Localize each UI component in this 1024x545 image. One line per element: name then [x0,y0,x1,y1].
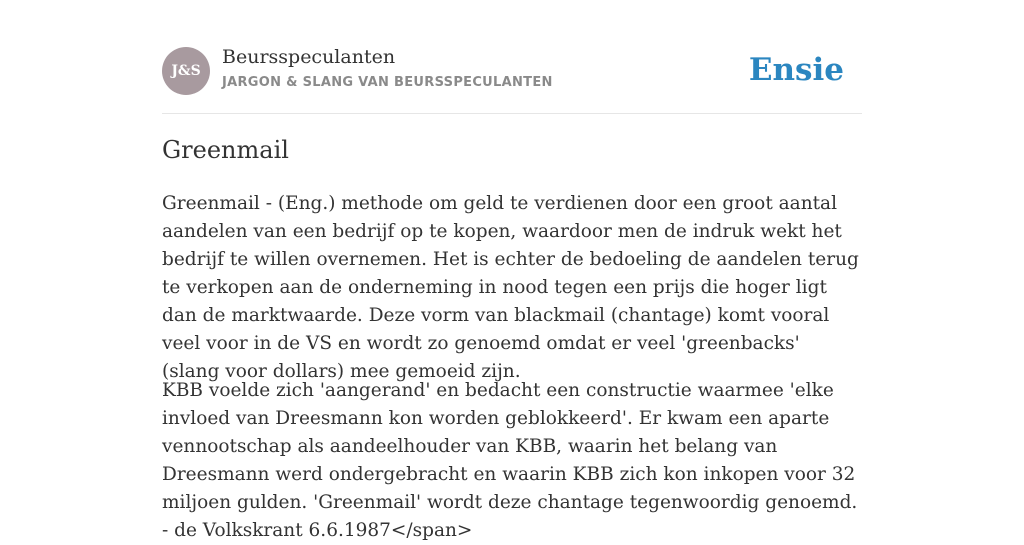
avatar[interactable]: J&S [162,47,210,95]
ensie-logo-link[interactable]: Ensie [748,52,844,88]
site-header [162,0,862,114]
site-name[interactable]: Beursspeculanten [222,46,396,68]
entry-title: Greenmail [162,136,289,164]
entry-example: KBB voelde zich 'aangerand' en bedacht een constructie waarmee 'elke invloed van Dreesmann kon worden geblokkeerd'. Er kwam een aparte vennootschap als aandeelhouder van KBB, waarin het belang van Dreesmann werd ondergebracht en waarin KBB zich kon inkopen voor 32 miljoen gulden. 'Greenmail' wordt deze chantage tegenwoordig genoemd. - de Volkskrant 6.6.1987</span> [162,380,858,541]
content-container [162,0,862,541]
entry-definition: Greenmail - (Eng.) methode om geld te verdienen door een groot aantal aandelen van een bedrijf op te kopen, waardoor men de indruk wekt het bedrijf te willen overnemen. Het is echter de bedoeling de aandelen terug te verkopen aan de onderneming in nood tegen een prijs die hoger ligt dan de marktwaarde. Deze vorm van blackmail (chantage) komt vooral veel voor in de VS en wordt zo genoemd omdat er veel 'greenbacks' (slang voor dollars) mee gemoeid zijn. [162,193,859,382]
site-subtitle: JARGON & SLANG VAN BEURSSPECULANTEN [222,75,553,90]
